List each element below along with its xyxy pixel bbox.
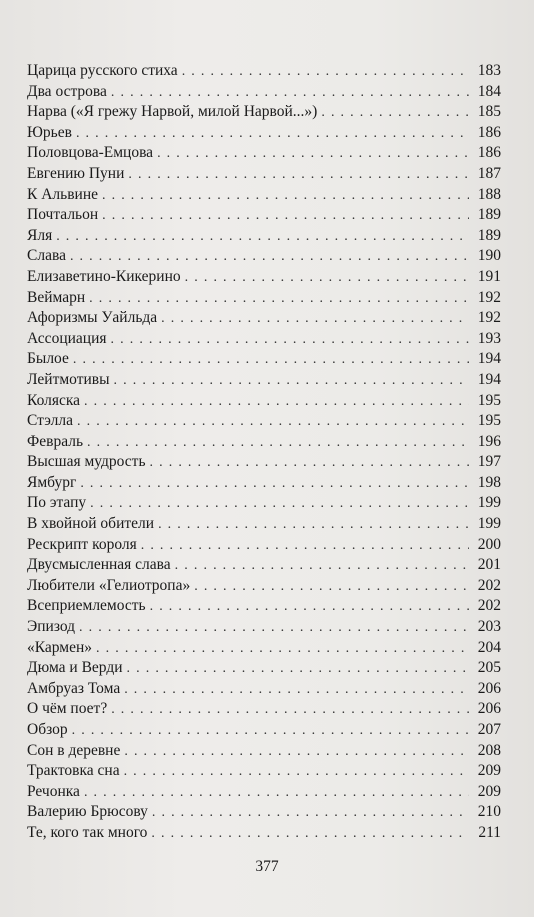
toc-entry <box>27 432 501 453</box>
toc-entry-page: 203 <box>477 618 501 636</box>
toc-entry-page: 210 <box>477 803 501 821</box>
toc-entry <box>27 555 501 576</box>
dot-leader <box>150 597 469 618</box>
toc-entry-title: Всеприемлемость <box>27 597 146 615</box>
toc-entry-page: 206 <box>477 679 501 697</box>
toc-entry-title: Слава <box>27 247 66 265</box>
toc-entry <box>27 452 501 473</box>
toc-entry-page: 199 <box>477 515 501 533</box>
dot-leader <box>161 309 469 330</box>
toc-entry-page: 211 <box>478 823 501 841</box>
toc-entry <box>27 308 501 329</box>
toc-entry-title: Юрьев <box>27 123 72 141</box>
toc-entry <box>27 514 501 535</box>
toc-entry <box>27 349 501 370</box>
toc-entry <box>27 61 501 82</box>
dot-leader <box>111 700 469 721</box>
dot-leader <box>150 453 469 474</box>
toc-entry-page: 183 <box>477 62 501 79</box>
dot-leader <box>79 618 469 639</box>
toc-entry-title: Былое <box>27 350 69 368</box>
toc-entry <box>27 123 501 144</box>
toc-entry-title: В хвойной обители <box>27 515 155 533</box>
dot-leader <box>127 659 469 680</box>
dot-leader <box>73 350 469 371</box>
toc-entry-page: 197 <box>477 453 501 471</box>
toc-entry <box>27 164 501 185</box>
toc-entry <box>27 761 501 782</box>
toc-entry-page: 201 <box>477 556 501 574</box>
toc-entry-page: 189 <box>477 206 501 224</box>
toc-entry-title: Афоризмы Уайльда <box>27 309 158 327</box>
dot-leader <box>157 144 469 165</box>
toc-entry <box>27 741 501 762</box>
toc-entry-page: 185 <box>477 103 501 121</box>
toc-entry <box>27 473 501 494</box>
toc-entry-page: 208 <box>477 741 501 759</box>
toc-entry-title: По этапу <box>27 494 87 512</box>
dot-leader <box>128 165 469 186</box>
toc-entry <box>27 823 501 844</box>
toc-entry <box>27 596 501 617</box>
toc-entry <box>27 370 501 391</box>
toc-entry-page: 205 <box>477 659 501 677</box>
dot-leader <box>89 289 469 310</box>
toc-entry-title: Елизаветино-Кикерино <box>27 267 181 285</box>
dot-leader <box>158 515 469 536</box>
toc-entry <box>27 802 501 823</box>
toc-entry-page: 189 <box>477 226 501 244</box>
dot-leader <box>111 83 469 104</box>
dot-leader <box>84 392 469 413</box>
toc-entry-page: 186 <box>477 144 501 162</box>
dot-leader <box>56 227 469 248</box>
toc-entry-title: Нарва («Я грежу Нарвой, милой Нарвой...») <box>27 103 318 121</box>
toc-entry-page: 193 <box>477 329 501 347</box>
toc-entry-title: Валерию Брюсову <box>27 803 148 821</box>
toc-entry-title: Ассоциация <box>27 329 107 347</box>
toc-entry-title: Коляска <box>27 391 81 409</box>
toc-entry-page: 184 <box>477 82 501 100</box>
dot-leader <box>175 556 469 577</box>
toc-entry-title: Ямбург <box>27 473 77 491</box>
toc-entry-title: Февраль <box>27 432 84 450</box>
toc-entry-page: 202 <box>477 576 501 594</box>
toc-entry-title: Эпизод <box>27 618 76 636</box>
dot-leader <box>321 103 469 124</box>
dot-leader <box>90 494 469 515</box>
toc-entry <box>27 391 501 412</box>
page-number: 377 <box>255 858 279 875</box>
dot-leader <box>124 680 469 701</box>
toc-entry <box>27 267 501 288</box>
dot-leader <box>114 371 469 392</box>
toc-entry <box>27 205 501 226</box>
toc-entry <box>27 329 501 350</box>
toc-entry-title: Лейтмотивы <box>27 370 110 388</box>
toc-entry-page: 195 <box>477 391 501 409</box>
toc-entry-title: Любители «Гелиотропа» <box>27 576 191 594</box>
toc-entry <box>27 720 501 741</box>
toc-entry <box>27 679 501 700</box>
toc-entry-title: Рескрипт короля <box>27 535 137 553</box>
toc-entry <box>27 143 501 164</box>
toc-entry-page: 209 <box>477 762 501 780</box>
toc-entry-page: 200 <box>477 535 501 553</box>
dot-leader <box>72 721 469 742</box>
toc-entry-title: Дюма и Верди <box>27 659 123 677</box>
toc-entry <box>27 576 501 597</box>
toc-entry-title: Яля <box>27 226 53 244</box>
toc-entry <box>27 288 501 309</box>
dot-leader <box>111 330 469 351</box>
toc-entry-title: Сон в деревне <box>27 741 121 759</box>
toc-entry-title: Два острова <box>27 82 107 100</box>
toc-entry-page: 206 <box>477 700 501 718</box>
dot-leader <box>194 577 469 598</box>
toc-entry-title: Те, кого так много <box>27 823 148 841</box>
toc-entry-page: 190 <box>477 247 501 265</box>
toc-entry-page: 195 <box>477 412 501 430</box>
toc-entry-title: К Альвине <box>27 185 98 203</box>
toc-entry <box>27 699 501 720</box>
toc-entry-title: Амбруаз Тома <box>27 679 121 697</box>
toc-entry <box>27 493 501 514</box>
toc-entry-title: «Кармен» <box>27 638 93 656</box>
toc-entry-page: 198 <box>477 473 501 491</box>
toc-entry-title: О чём поет? <box>27 700 108 718</box>
toc-entry-title: Веймарн <box>27 288 86 306</box>
toc-entry-page: 202 <box>477 597 501 615</box>
dot-leader <box>151 824 469 845</box>
toc-entry-page: 188 <box>477 185 501 203</box>
toc-entry-page: 186 <box>477 123 501 141</box>
toc-entry <box>27 658 501 679</box>
toc-entry-page: 199 <box>477 494 501 512</box>
toc-entry-title: Речонка <box>27 782 80 800</box>
dot-leader <box>152 803 469 824</box>
toc-entry-page: 194 <box>477 350 501 368</box>
dot-leader <box>124 742 469 763</box>
toc-entry-page: 196 <box>477 432 501 450</box>
toc-entry <box>27 782 501 803</box>
dot-leader <box>80 474 469 495</box>
dot-leader <box>96 639 469 660</box>
toc-entry-title: Царица русского стиха <box>27 62 178 79</box>
dot-leader <box>141 536 469 557</box>
toc-entry-title: Обзор <box>27 721 68 738</box>
dot-leader <box>70 247 469 268</box>
toc-entry <box>27 226 501 247</box>
toc-entry-page: 209 <box>477 782 501 800</box>
dot-leader <box>84 783 469 804</box>
table-of-contents <box>27 61 501 844</box>
dot-leader <box>102 206 469 227</box>
dot-leader <box>76 124 469 145</box>
toc-entry <box>27 535 501 556</box>
toc-entry <box>27 185 501 206</box>
toc-entry-page: 191 <box>477 267 501 285</box>
toc-entry-title: Половцова-Емцова <box>27 144 154 162</box>
toc-entry <box>27 638 501 659</box>
toc-entry-page: 207 <box>477 721 501 738</box>
toc-entry-page: 187 <box>477 164 501 182</box>
toc-entry-page: 192 <box>477 309 501 327</box>
dot-leader <box>87 433 469 454</box>
dot-leader <box>102 186 469 207</box>
toc-entry <box>27 411 501 432</box>
dot-leader <box>185 268 469 289</box>
toc-entry <box>27 102 501 123</box>
dot-leader <box>77 412 469 433</box>
toc-entry-page: 204 <box>477 638 501 656</box>
toc-entry-title: Стэлла <box>27 412 74 430</box>
toc-entry-title: Почтальон <box>27 206 99 224</box>
toc-entry-title: Двусмысленная слава <box>27 556 171 574</box>
toc-entry-title: Евгению Пуни <box>27 164 125 182</box>
toc-entry-page: 194 <box>477 370 501 388</box>
toc-entry <box>27 617 501 638</box>
toc-entry-page: 192 <box>477 288 501 306</box>
toc-entry <box>27 82 501 103</box>
toc-entry <box>27 246 501 267</box>
toc-entry-title: Трактовка сна <box>27 762 120 780</box>
dot-leader <box>124 762 469 783</box>
dot-leader <box>182 62 469 83</box>
toc-entry-title: Высшая мудрость <box>27 453 146 471</box>
